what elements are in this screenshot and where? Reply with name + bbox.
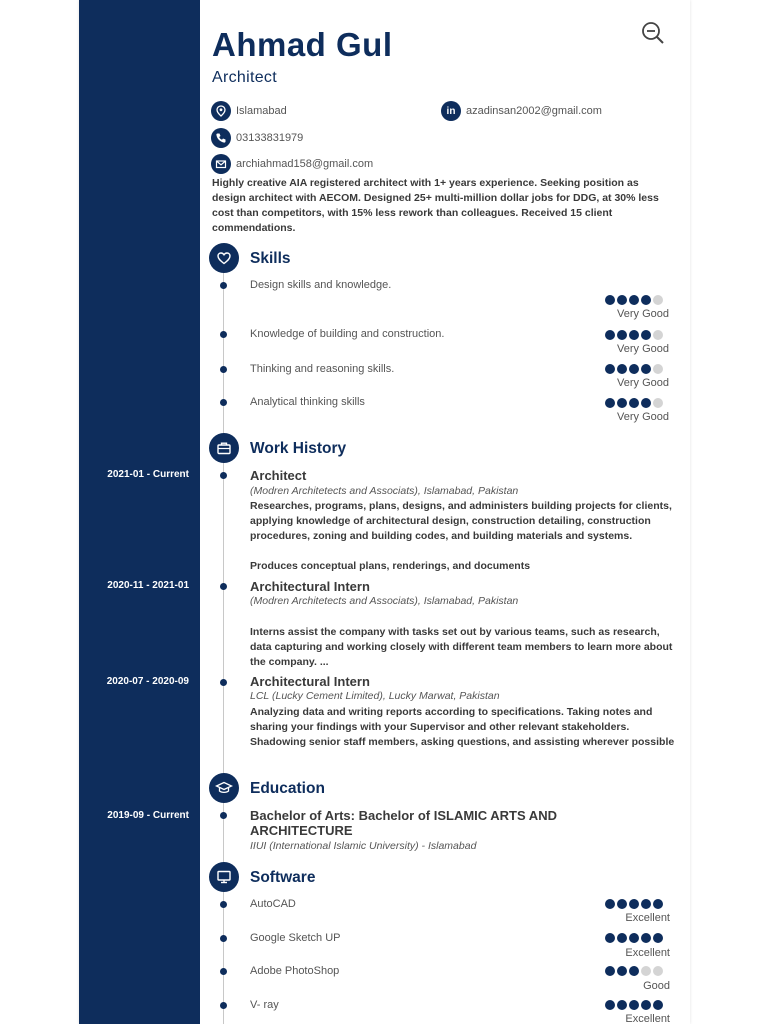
skill-rating xyxy=(605,398,663,408)
email-icon xyxy=(211,154,231,174)
zoom-out-icon[interactable] xyxy=(640,20,666,46)
timeline-dot xyxy=(220,399,227,406)
job-company: LCL (Lucky Cement Limited), Lucky Marwat, Pakistan xyxy=(250,690,500,702)
rating-dot-filled xyxy=(617,398,627,408)
rating-dot-filled xyxy=(617,330,627,340)
professional-summary: Highly creative AIA registered architect with 1+ years experience. Seeking position as design architect with AECOM. Designed 25+ multi-million dollar jobs for DDG, at 30% less cost than competitors, with 15% less rework than colleagues. Received 15 client commendations. xyxy=(212,177,659,234)
job-description: Interns assist the company with tasks set out by various teams, such as research, data capturing and working closely with different team members to learn more about the company. ... xyxy=(250,626,673,668)
rating-dot-filled xyxy=(617,966,627,976)
skill-name: Knowledge of building and construction. xyxy=(250,328,445,340)
rating-dot-filled xyxy=(629,966,639,976)
job-description: Produces conceptual plans, renderings, and documents xyxy=(250,560,531,572)
candidate-name: Ahmad Gul xyxy=(212,26,393,63)
rating-dot-empty xyxy=(653,330,663,340)
timeline-dot xyxy=(220,583,227,590)
software-rating xyxy=(605,1000,663,1010)
skill-rating-label: Very Good xyxy=(617,411,669,423)
timeline-dot xyxy=(220,968,227,975)
rating-dot-filled xyxy=(629,364,639,374)
linkedin-icon: in xyxy=(441,101,461,121)
rating-dot-filled xyxy=(617,295,627,305)
timeline-dot xyxy=(220,935,227,942)
contact-location: Islamabad xyxy=(236,105,287,117)
heart-hands-icon xyxy=(209,243,239,273)
rating-dot-filled xyxy=(641,933,651,943)
rating-dot-filled xyxy=(605,966,615,976)
education-school: IIUI (International Islamic University) - Islamabad xyxy=(250,840,477,852)
timeline-dot xyxy=(220,901,227,908)
job-description: Researches, programs, plans, designs, and administers building projects for clients, applying knowledge of architectural design, construction detailing, construction procedures, zoning and building codes, and building materials and systems. xyxy=(250,500,672,542)
rating-dot-empty xyxy=(653,364,663,374)
rating-dot-filled xyxy=(605,1000,615,1010)
rating-dot-filled xyxy=(629,398,639,408)
briefcase-icon xyxy=(209,433,239,463)
job-date: 2020-11 - 2021-01 xyxy=(107,580,189,591)
skill-rating-label: Very Good xyxy=(617,377,669,389)
skill-rating xyxy=(605,364,663,374)
rating-dot-empty xyxy=(653,966,663,976)
timeline-dot xyxy=(220,1002,227,1009)
skill-rating-label: Very Good xyxy=(617,343,669,355)
rating-dot-filled xyxy=(617,1000,627,1010)
rating-dot-filled xyxy=(641,295,651,305)
rating-dot-empty xyxy=(653,295,663,305)
rating-dot-filled xyxy=(605,295,615,305)
software-name: Adobe PhotoShop xyxy=(250,965,340,977)
job-title: Architect xyxy=(250,468,307,483)
skill-name: Design skills and knowledge. xyxy=(250,279,392,291)
software-rating-label: Excellent xyxy=(625,947,670,959)
rating-dot-filled xyxy=(653,933,663,943)
contact-linkedin[interactable]: azadinsan2002@gmail.com xyxy=(466,105,602,117)
monitor-icon xyxy=(209,862,239,892)
software-rating xyxy=(605,966,663,976)
skill-rating xyxy=(605,295,663,305)
job-date: 2020-07 - 2020-09 xyxy=(106,676,189,687)
software-rating xyxy=(605,933,663,943)
rating-dot-filled xyxy=(653,1000,663,1010)
software-rating-label: Good xyxy=(643,980,670,992)
job-date: 2021-01 - Current xyxy=(107,469,189,480)
rating-dot-filled xyxy=(629,1000,639,1010)
skill-rating-label: Very Good xyxy=(617,308,669,320)
software-rating-label: Excellent xyxy=(625,1013,670,1024)
work-history-heading: Work History xyxy=(250,440,347,457)
education-degree: Bachelor of Arts: Bachelor of ISLAMIC ARTS AND ARCHITECTURE xyxy=(250,808,557,838)
skills-heading: Skills xyxy=(250,250,291,267)
rating-dot-empty xyxy=(641,966,651,976)
job-company: (Modren Architetects and Associats), Islamabad, Pakistan xyxy=(250,485,519,497)
graduation-cap-icon xyxy=(209,773,239,803)
contact-phone: 03133831979 xyxy=(236,132,304,144)
phone-icon xyxy=(211,128,231,148)
rating-dot-filled xyxy=(641,398,651,408)
rating-dot-filled xyxy=(605,398,615,408)
timeline-dot xyxy=(220,472,227,479)
rating-dot-filled xyxy=(629,330,639,340)
rating-dot-filled xyxy=(641,1000,651,1010)
job-title: Architectural Intern xyxy=(250,674,370,689)
education-date: 2019-09 - Current xyxy=(107,810,189,821)
location-icon xyxy=(211,101,231,121)
timeline-dot xyxy=(220,282,227,289)
skill-rating xyxy=(605,330,663,340)
rating-dot-filled xyxy=(629,933,639,943)
job-company: (Modren Architetects and Associats), Islamabad, Pakistan xyxy=(250,595,519,607)
rating-dot-filled xyxy=(605,933,615,943)
candidate-title: Architect xyxy=(212,69,277,86)
rating-dot-filled xyxy=(605,330,615,340)
rating-dot-filled xyxy=(617,364,627,374)
skill-name: Thinking and reasoning skills. xyxy=(250,363,395,375)
timeline-dot xyxy=(220,812,227,819)
rating-dot-filled xyxy=(629,295,639,305)
software-rating-label: Excellent xyxy=(625,912,670,924)
job-title: Architectural Intern xyxy=(250,579,370,594)
software-heading: Software xyxy=(250,869,316,886)
skill-name: Analytical thinking skills xyxy=(250,396,365,408)
rating-dot-filled xyxy=(605,364,615,374)
rating-dot-filled xyxy=(641,330,651,340)
software-rating xyxy=(605,899,663,909)
rating-dot-filled xyxy=(641,364,651,374)
rating-dot-filled xyxy=(605,899,615,909)
software-name: AutoCAD xyxy=(250,898,296,910)
rating-dot-empty xyxy=(653,398,663,408)
education-heading: Education xyxy=(250,780,325,797)
rating-dot-filled xyxy=(653,899,663,909)
resume-sidebar xyxy=(79,0,200,1024)
timeline-dot xyxy=(220,679,227,686)
timeline-dot xyxy=(220,366,227,373)
contact-email[interactable]: archiahmad158@gmail.com xyxy=(236,158,374,170)
timeline-dot xyxy=(220,331,227,338)
rating-dot-filled xyxy=(629,899,639,909)
job-description: Analyzing data and writing reports according to specifications. Taking notes and sharing your findings with your Supervisor and other relevant stakeholders. Shadowing senior staff members, asking questions, and assisting wherever possible xyxy=(250,706,675,748)
software-name: Google Sketch UP xyxy=(250,932,341,944)
rating-dot-filled xyxy=(617,933,627,943)
rating-dot-filled xyxy=(617,899,627,909)
software-name: V- ray xyxy=(250,999,279,1011)
rating-dot-filled xyxy=(641,899,651,909)
